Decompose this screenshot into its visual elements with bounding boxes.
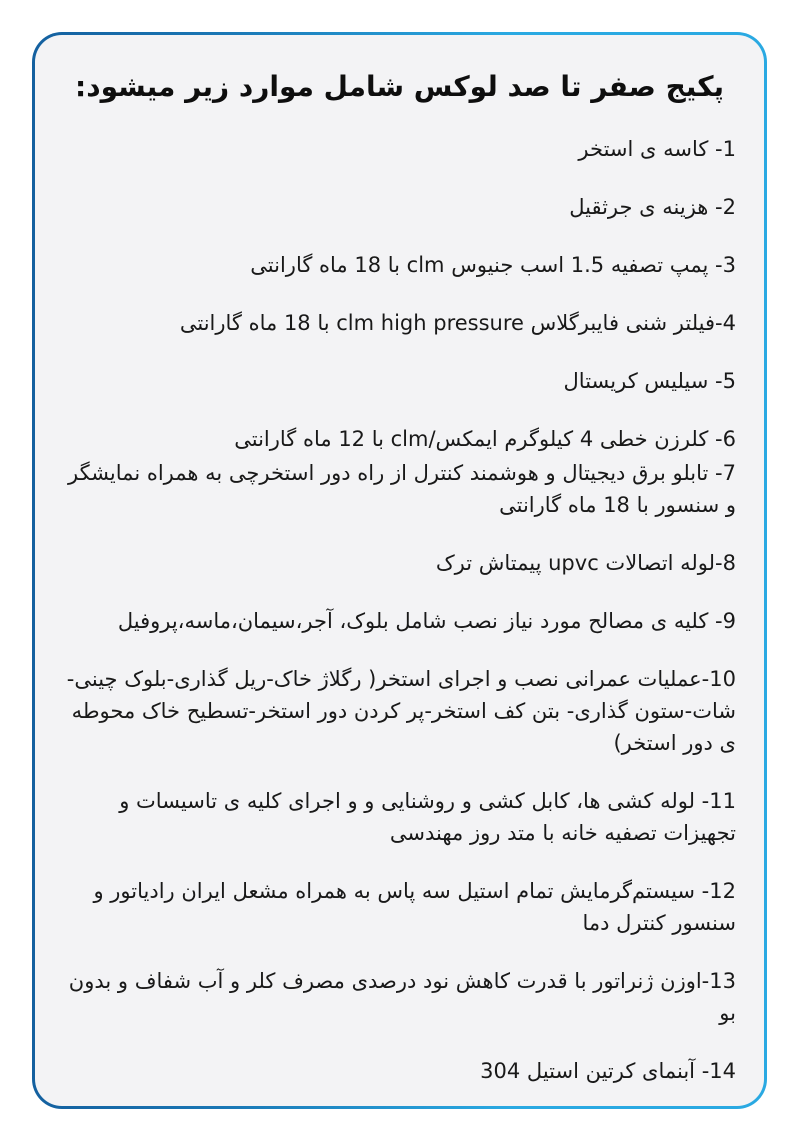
package-item-14: 14- آبنمای کرتین استیل 304 <box>480 1059 736 1083</box>
package-item-12: 12- سیستم‌گرمایش تمام استیل سه پاس به همراه مشعل ایران رادیاتور و سنسور کنترل دما <box>93 879 736 935</box>
package-card <box>35 35 764 1106</box>
package-item-9: 9- کلیه ی مصالح مورد نیاز نصب شامل بلوک، آجر،سیمان،ماسه،پروفیل <box>117 609 736 633</box>
package-items-list <box>63 133 736 1087</box>
package-item-5: 5- سیلیس کریستال <box>563 369 736 393</box>
package-item-10: 10-عملیات عمرانی نصب و اجرای استخر( رگلاژ خاک-ریل گذاری-بلوک چینی-شات-ستون گذاری- بتن کف استخر-پر کردن دور استخر-تسطیح خاک محوطه ی دور استخر) <box>66 667 736 755</box>
package-item-13: 13-اوزن ژنراتور با قدرت کاهش نود درصدی مصرف کلر و آب شفاف و بدون بو <box>68 969 736 1025</box>
package-item-8: 8-لوله اتصالات upvc پیمتاش ترک <box>435 551 736 575</box>
package-item-1: 1- کاسه ی استخر <box>578 137 736 161</box>
package-item-6: 6- کلرزن خطی 4 کیلوگرم ایمکس/clm با 12 ماه گارانتی <box>234 427 736 451</box>
package-item-11: 11- لوله کشی ها، کابل کشی و روشنایی و و اجرای کلیه ی تاسیسات و تجهیزات تصفیه خانه با متد روز مهندسی <box>119 789 736 845</box>
package-item-4: 4-فیلتر شنی فایبرگلاس clm high pressure با 18 ماه گارانتی <box>179 311 736 335</box>
package-item-3: 3- پمپ تصفیه 1.5 اسب جنیوس clm با 18 ماه گارانتی <box>250 253 736 277</box>
package-item-7: 7- تابلو برق دیجیتال و هوشمند کنترل از راه دور استخرچی به همراه نمایشگر و سنسور با 18 ماه گارانتی <box>68 461 736 517</box>
package-title: پکیج صفر تا صد لوکس شامل موارد زیر میشود: <box>75 70 724 103</box>
card-gradient-border <box>32 32 767 1109</box>
package-item-2: 2- هزینه ی جرثقیل <box>569 195 736 219</box>
